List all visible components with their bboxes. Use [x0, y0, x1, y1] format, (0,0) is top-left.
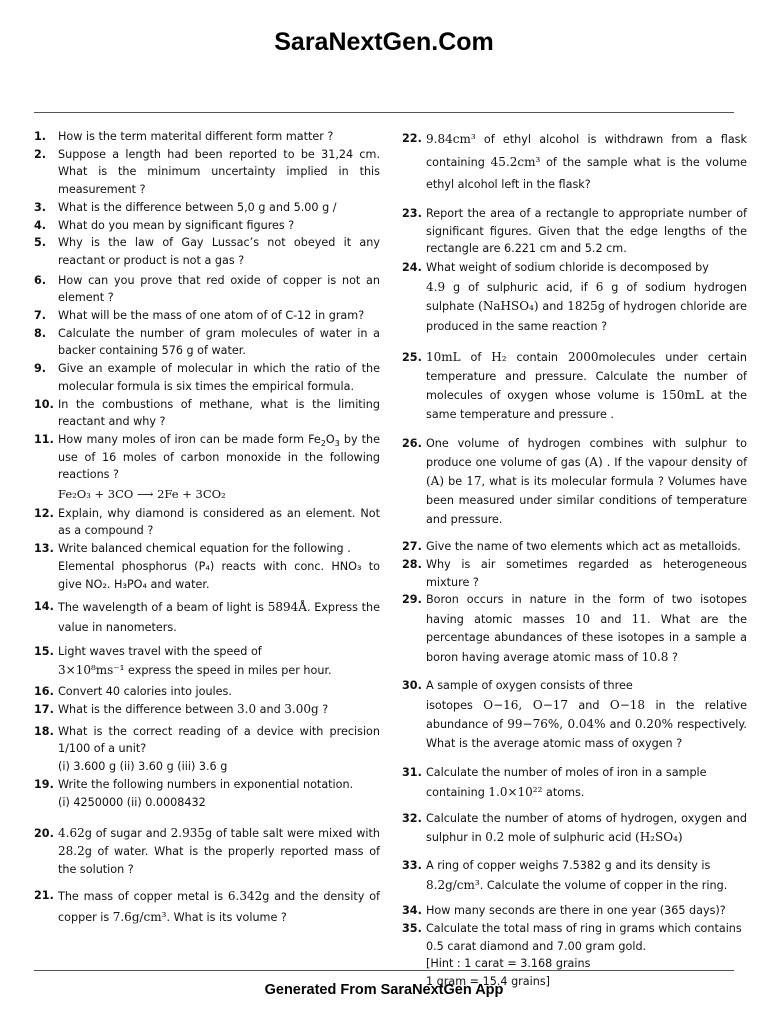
question-text: What do you mean by significant figures ?: [58, 218, 295, 232]
question-6: [34, 272, 380, 307]
question-text: [426, 920, 747, 991]
question-26: [402, 434, 747, 529]
question-text-part: . Express the value in nanometers.: [58, 601, 380, 635]
question-text-part: A ring of copper weighs 7.5382 g and its density is: [426, 859, 711, 873]
question-text-part: contain: [506, 351, 568, 365]
question-text-part: Write the following numbers in exponential notation.: [58, 777, 354, 791]
top-divider: [34, 112, 734, 113]
question-number: 18.: [34, 724, 54, 738]
math-expression: 0.2: [485, 830, 505, 845]
question-16: [34, 683, 380, 701]
math-expression: 150mL: [661, 388, 704, 403]
question-text: Give an example of molecular in which the ratio of the molecular formula is six times the empirical formula.: [58, 362, 380, 393]
subscript: 2: [320, 439, 326, 449]
question-text-part: Calculate the number of atoms of hydrogen, oxygen and sulphur in: [426, 812, 747, 845]
question-3: [34, 199, 380, 217]
math-expression: 10mL: [426, 350, 461, 365]
question-29: [402, 591, 747, 667]
question-28: [402, 556, 747, 591]
question-text-part: ?: [668, 650, 678, 664]
question-text-part: g of table salt were mixed with: [205, 827, 380, 841]
question-text: How is the term materital different form matter ?: [58, 130, 334, 143]
question-32: [402, 809, 747, 847]
bottom-divider: [34, 970, 734, 971]
question-text-part: Light waves travel with the speed of: [58, 645, 262, 659]
question-text: Why is air sometimes regarded as heterogeneous mixture ?: [426, 557, 747, 589]
question-text-part: Calculate the total mass of ring in grams which contains: [426, 921, 742, 935]
question-text-part: and: [256, 702, 285, 716]
left-question-column: [34, 128, 380, 928]
question-number: 1.: [34, 130, 47, 143]
site-title: SaraNextGen.Com: [274, 28, 494, 56]
question-text-part: g of sulphuric acid, if: [445, 280, 596, 294]
question-text-part: containing: [426, 785, 489, 799]
question-5: [34, 234, 380, 269]
question-number: 24.: [402, 261, 422, 275]
question-22: [402, 128, 747, 196]
question-text-part: Elemental phosphorus (P₄) reacts with conc. HNO₃ to give NO₂. H₃PO₄ and water.: [58, 559, 380, 591]
question-text-part: O: [325, 432, 335, 446]
question-number: 33.: [402, 859, 422, 873]
question-number: 5.: [34, 236, 47, 250]
math-expression: 3.00g: [284, 701, 319, 716]
hint-text: [Hint : 1 carat = 3.168 grains: [426, 957, 591, 971]
question-number: 30.: [402, 679, 422, 693]
question-text-part: A sample of oxygen consists of three: [426, 679, 633, 693]
question-text: [58, 886, 380, 928]
question-30: [402, 677, 747, 753]
question-number: 3.: [34, 200, 47, 214]
question-text: [58, 642, 380, 680]
math-expression: 10.8: [641, 649, 669, 664]
question-text-part: be: [444, 475, 467, 489]
question-text-part: atoms.: [542, 785, 585, 799]
question-number: 28.: [402, 557, 422, 571]
math-expression: 17: [466, 474, 482, 489]
question-text: Suppose a length had been reported to be 31,24 cm. What is the minimum uncertainty implied in this measurement ?: [58, 147, 380, 197]
question-9: [34, 360, 380, 395]
question-text: [58, 776, 380, 811]
math-expression: 7.6g/cm³: [112, 910, 167, 925]
question-number: 9.: [34, 362, 47, 376]
question-text-part: (i) 4250000 (ii) 0.0008432: [58, 795, 206, 809]
question-text: [426, 809, 747, 847]
math-expression: 5894Å: [267, 600, 307, 615]
question-number: 7.: [34, 309, 47, 323]
math-expression: 2.935: [170, 826, 206, 841]
right-question-column: [402, 128, 747, 991]
question-text-part: Write balanced chemical equation for the following .: [58, 542, 351, 556]
question-17: [34, 701, 380, 719]
math-expression: 1825: [567, 299, 598, 314]
question-27: [402, 538, 747, 556]
question-text: How can you prove that red oxide of copper is not an element ?: [58, 273, 380, 305]
question-23: [402, 205, 747, 258]
question-number: 4.: [34, 218, 47, 232]
question-25: [402, 348, 747, 424]
question-text: [58, 431, 380, 505]
question-number: 26.: [402, 437, 422, 451]
question-text-part: in the relative abundance of: [426, 698, 747, 732]
question-text-part: and: [590, 612, 632, 626]
question-number: 22.: [402, 132, 422, 145]
question-text-part: , what is its molecular formula ? Volumes have been measured under similar conditions of temperature and pressure.: [426, 475, 747, 527]
question-text-part: g of water. What is the properly reported mass of the solution ?: [58, 844, 380, 876]
question-number: 12.: [34, 506, 54, 520]
math-expression: 11: [631, 611, 647, 626]
question-21: [34, 886, 380, 928]
question-number: 19.: [34, 777, 54, 791]
question-text: [58, 723, 380, 776]
math-expression: (A): [584, 455, 603, 470]
question-text: Why is the law of Gay Lussac’s not obeyed it any reactant or product is not a gas ?: [58, 236, 380, 267]
math-expression: (A): [426, 474, 445, 489]
question-text: In the combustions of methane, what is the limiting reactant and why ?: [58, 397, 380, 429]
question-text-part: The mass of copper metal is: [58, 890, 228, 904]
question-number: 16.: [34, 685, 54, 699]
math-expression: 0.20%: [634, 717, 673, 732]
math-expression: 99−76%, 0.04%: [507, 717, 606, 732]
math-expression: O−18: [609, 697, 646, 712]
question-text-part: Boron occurs in nature in the form of two isotopes having atomic masses: [426, 593, 747, 626]
question-text: [426, 348, 747, 424]
question-text: [58, 701, 380, 719]
question-text-part: and: [538, 300, 568, 314]
question-text-part: molecules under certain temperature and pressure. Calculate the number of molecules of oxygen whose volume is: [426, 351, 747, 403]
question-number: 8.: [34, 326, 47, 340]
math-expression: 6: [595, 279, 604, 294]
question-text-part: . Calculate the volume of copper in the ring.: [479, 878, 728, 892]
question-text-part: ?: [318, 702, 329, 716]
question-35: [402, 920, 747, 991]
question-number: 17.: [34, 702, 54, 716]
question-text: [426, 434, 747, 529]
question-text: [426, 677, 747, 753]
question-number: 11.: [34, 432, 54, 446]
question-text: Convert 40 calories into joules.: [58, 685, 232, 699]
math-expression: 4.9: [426, 279, 446, 294]
question-number: 23.: [402, 207, 422, 220]
math-expression: H₂: [491, 350, 507, 365]
question-number: 32.: [402, 812, 422, 826]
math-expression: 2000: [567, 350, 599, 365]
question-number: 21.: [34, 889, 54, 903]
question-number: 27.: [402, 540, 422, 554]
question-text-part: One volume of hydrogen combines with sulphur to produce one volume of gas: [426, 437, 747, 470]
question-text-part: of the sample what is the volume ethyl alcohol left in the flask?: [426, 156, 747, 191]
math-expression: (NaHSO₄): [478, 299, 539, 314]
question-text-part: g of hydrogen chloride are produced in the same reaction ?: [426, 300, 747, 333]
question-number: 34.: [402, 904, 422, 918]
question-text-part: isotopes: [426, 698, 484, 712]
question-text: Explain, why diamond is considered as an element. Not as a compound ?: [58, 506, 380, 538]
question-33: [402, 856, 747, 895]
question-text-part: respectively. What is the average atomic mass of oxygen ?: [426, 718, 747, 750]
question-number: 2.: [34, 147, 47, 161]
question-number: 15.: [34, 645, 54, 659]
question-text-part: by the use of 16 moles of carbon monoxide in the following reactions ?: [58, 432, 380, 482]
question-text: [426, 591, 747, 667]
question-number: 31.: [402, 766, 422, 780]
question-10: [34, 396, 380, 431]
question-text: What will be the mass of one atom of of C-12 in gram?: [58, 309, 365, 323]
question-text-part: . What is its volume ?: [166, 911, 287, 925]
question-number: 20.: [34, 827, 54, 841]
math-expression: O−16, O−17: [483, 697, 569, 712]
question-text-part: g and the density of copper is: [58, 890, 380, 925]
question-text: [426, 763, 747, 802]
question-text-part: . If the vapour density of: [602, 456, 748, 470]
question-text-part: of ethyl alcohol is withdrawn from a flask containing: [426, 133, 747, 169]
question-text-part: at the same temperature and pressure .: [426, 389, 747, 422]
reaction-equation: Fe₂O₃ + 3CO ⟶ 2Fe + 3CO₂: [58, 487, 226, 502]
question-2: [34, 146, 380, 199]
math-expression: 6.342: [227, 889, 263, 904]
question-text-part: Calculate the number of moles of iron in a sample: [426, 766, 707, 780]
question-number: 6.: [34, 273, 47, 287]
question-text: [426, 856, 747, 895]
question-text: [426, 128, 747, 196]
math-expression: 3.0: [237, 701, 257, 716]
question-24: [402, 258, 747, 336]
question-8: [34, 325, 380, 360]
math-expression: 10: [574, 611, 591, 626]
question-34: [402, 902, 747, 920]
math-expression: 8.2g/cm³: [426, 877, 480, 892]
question-19: [34, 776, 380, 811]
math-expression: 45.2cm³: [490, 155, 541, 169]
question-text: How many seconds are there in one year (365 days)?: [426, 904, 726, 918]
math-expression: 9.84cm³: [426, 132, 476, 146]
question-13: [34, 540, 380, 593]
question-31: [402, 763, 747, 802]
question-number: 25.: [402, 351, 422, 365]
question-text-part: The wavelength of a beam of light is: [58, 601, 268, 615]
math-expression: 28.2: [58, 843, 85, 858]
subscript: 3: [334, 439, 340, 449]
question-1: [34, 128, 380, 146]
question-number: 14.: [34, 600, 54, 614]
question-text-part: express the speed in miles per hour.: [124, 664, 332, 678]
question-4: [34, 217, 380, 235]
question-text: Give the name of two elements which act as metalloids.: [426, 540, 741, 554]
question-text-part: and: [568, 698, 610, 712]
question-text-part: g of sugar and: [84, 827, 171, 841]
question-15: [34, 642, 380, 680]
question-text: [58, 825, 380, 878]
question-number: 35.: [402, 921, 422, 935]
question-text-part: What weight of sodium chloride is decomposed by: [426, 261, 709, 275]
question-text-part: How many moles of iron can be made form Fe: [58, 432, 321, 446]
question-text: Report the area of a rectangle to appropriate number of significant figures. Given that the edge lengths of the rectangle are 6.221 cm and 5.2 cm.: [426, 207, 747, 256]
question-text-part: and: [605, 718, 635, 732]
question-text-part: What is the difference between: [58, 702, 238, 716]
question-11: [34, 431, 380, 505]
math-expression: (H₂SO₄): [635, 830, 683, 845]
question-number: 13.: [34, 542, 54, 556]
question-number: 10.: [34, 397, 54, 411]
question-14: [34, 597, 380, 638]
question-20: [34, 825, 380, 878]
question-text: [58, 597, 380, 638]
question-text: [58, 540, 380, 593]
question-18: [34, 723, 380, 776]
question-12: [34, 505, 380, 540]
question-text-part: . What are the percentage abundances of these isotopes in a sample a boron having average atomic mass of: [426, 612, 747, 664]
footer-text: Generated From SaraNextGen App: [264, 982, 504, 998]
question-text-part: g of sodium hydrogen sulphate: [426, 280, 747, 314]
hint-text: 1 gram = 15.4 grains]: [426, 975, 551, 989]
question-text: [426, 258, 747, 336]
question-7: [34, 307, 380, 325]
question-text-part: 0.5 carat diamond and 7.00 gram gold.: [426, 939, 647, 953]
question-text: What is the difference between 5,0 g and 5.00 g /: [58, 200, 337, 214]
question-number: 29.: [402, 593, 422, 607]
question-text: Calculate the number of gram molecules of water in a backer containing 576 g of water.: [58, 326, 380, 358]
math-expression: 4.62: [58, 826, 85, 841]
question-text-part: of: [460, 351, 492, 365]
math-expression: 3×10⁸ms⁻¹: [58, 663, 125, 678]
question-text-part: (i) 3.600 g (ii) 3.60 g (iii) 3.6 g: [58, 760, 228, 774]
question-text-part: mole of sulphuric acid: [504, 831, 636, 845]
question-text-part: What is the correct reading of a device with precision 1/100 of a unit?: [58, 724, 380, 756]
math-expression: 1.0×10²²: [488, 784, 543, 799]
